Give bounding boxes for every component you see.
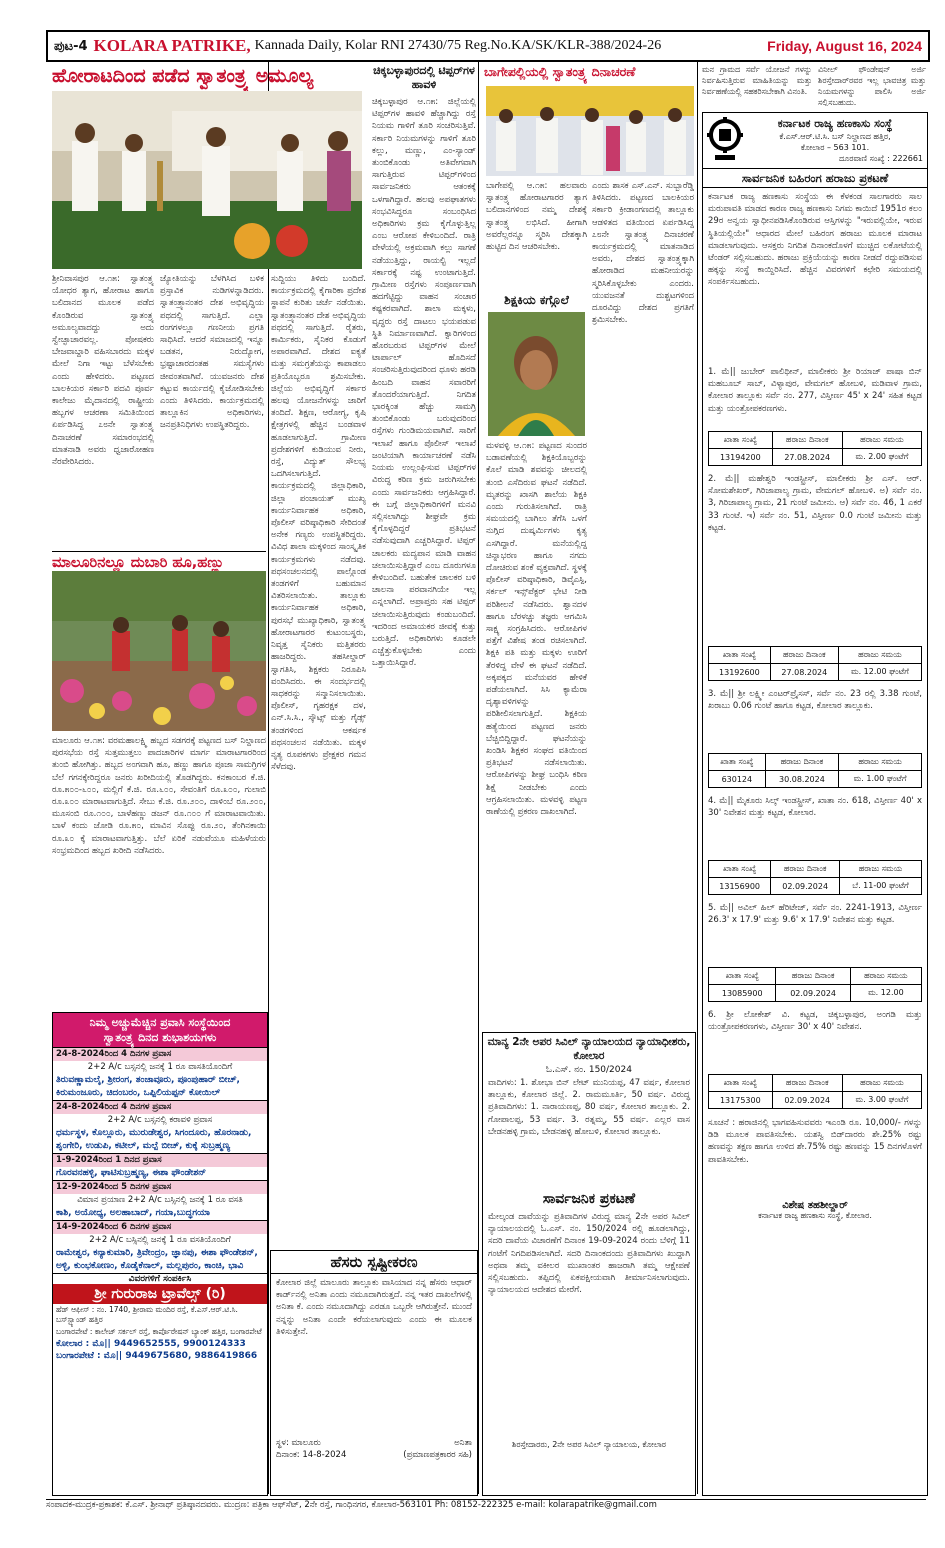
auction-table-cell: ಮ. 12.00 ಘಂಟೆಗೆ: [838, 664, 921, 681]
tour-ad-title2: ಸ್ವಾತಂತ್ರ್ಯ ದಿನದ ಶುಭಾಶಯಗಳು: [103, 1031, 217, 1044]
public-notice-title: ಸಾರ್ವಜನಿಕ ಪ್ರಕಟಣೆ: [542, 1191, 636, 1207]
name-clarification-footer-row2: [271, 1448, 477, 1462]
auction-phone: ದೂರವಾಣಿ ಸಂಖ್ಯೆ : 222661: [838, 154, 923, 163]
auction-table-cell: ಮ. 1.00 ಘಂಟೆಗೆ: [839, 771, 922, 788]
ceremony-photo: [52, 91, 362, 269]
auction-table-cell: 630124: [709, 771, 766, 788]
court-notice: [482, 1032, 696, 1496]
tour-trip-info: 2+2 A/c ಬಸ್ಸಿನಲ್ಲಿ ಜನಕ್ಕೆ 1 ರೂ ವಸತಿಯೊಂದಿಗೆ: [89, 1235, 231, 1245]
court-title: ಮಾನ್ಯ 2ನೇ ಅಪರ ಸಿವಿಲ್ ನ್ಯಾಯಾಲಯದ ನ್ಯಾಯಾಧೀಶರು, ಕೋಲಾರ: [487, 1036, 691, 1062]
auction-item-text: 3. ಮೆ|| ಶ್ರೀ ಲಕ್ಷ್ಮೀ ಎಂಟರ್‌ಪ್ರೈಸಸ್, ಸರ್ವೆ ನಂ. 23 ರಲ್ಲಿ 3.38 ಗುಂಟೆ, ಖರಾಬು 0.06 ಗುಂಟೆ ಹಾಗೂ ಕಟ್ಟಡ, ಕೋಲಾರ ತಾಲ್ಲೂಕು.: [708, 689, 922, 712]
auction-table-header: ಹರಾಜು ದಿನಾಂಕ: [771, 861, 840, 878]
auction-item: [703, 364, 927, 471]
auction-table-header: ಹರಾಜು ದಿನಾಂಕ: [772, 1075, 842, 1092]
ksfc-logo-icon: [707, 117, 743, 161]
auction-table-header: ಖಾತಾ ಸಂಖ್ಯೆ: [709, 968, 776, 985]
auction-table-header: ಹರಾಜು ದಿನಾಂಕ: [765, 754, 838, 771]
auction-table-header: ಹರಾಜು ದಿನಾಂಕ: [772, 432, 842, 449]
auction-table-header: ಹರಾಜು ದಿನಾಂಕ: [770, 647, 838, 664]
auction-item: [703, 900, 927, 1007]
tour-trip: [53, 1180, 267, 1220]
column-rule: [478, 62, 479, 1494]
auction-address1: ಕೆ.ಎಸ್.ಆರ್.ಟಿ.ಸಿ. ಬಸ್ ನಿಲ್ದಾಣದ ಹತ್ತಿರ,: [779, 132, 891, 141]
tour-trip-date: 12-9-2024ರಿಂದ 5 ದಿನಗಳ ಪ್ರವಾಸ: [53, 1181, 267, 1194]
auction-item-list: [703, 364, 927, 1114]
story6-photo: [488, 312, 585, 436]
tour-company-name: ಶ್ರೀ ಗುರುರಾಜ ಟ್ರಾವೆಲ್ಸ್ (ರಿ): [53, 1284, 267, 1304]
tour-address-head: ಹೆಡ್ ಆಫೀಸ್ : ನಂ. 1740, ಶ್ರೀರಾಮ ಮಂದಿರ ರಸ್ತೆ, ಕೆ.ಎಸ್.ಆರ್.ಟಿ.ಸಿ. ಬಸ್‌ಸ್ಟ್ಯಾಂಡ್ ಹತ್ತಿರ: [56, 1305, 238, 1324]
auction-table-cell: 02.09.2024: [771, 878, 840, 895]
name-clarification-notice: [270, 1250, 478, 1496]
story2-text: ಮಾಲೂರು ಆ.೧೫: ವರಮಹಾಲಕ್ಷ್ಮಿ ಹಬ್ಬದ ಸಡಗರಕ್ಕೆ ಪಟ್ಟಣದ ಬಸ್ ನಿಲ್ದಾಣದ ಪುರಸಭೆಯ ರಸ್ತೆ ಸುತ್ತಮುತ್ತಲು ಪಾದಚಾರಿಗಳ ಮಾರ್ಗ ಮಾರಾಟಗಾರರಿಂದ ತುಂಬಿ ಹೋಗಿತ್ತು. ಹಬ್ಬದ ಅಂಗವಾಗಿ ಹೂ, ಹಣ್ಣು ಹಾಗೂ ಪೂಜಾ ಸಾಮಗ್ರಿಗಳ ಬೆಲೆ ಗಗನಕ್ಕೇರಿದ್ದರೂ ಜನರು ಖರೀದಿಯಲ್ಲಿ ತೊಡಗಿದ್ದರು. ಕನಕಾಂಬರ ಕೆ.ಜಿ. ರೂ.೫೦೦-೬೦೦, ಮಲ್ಲಿಗೆ ಕೆ.ಜಿ. ರೂ.೬೦೦, ಸೇವಂತಿಗೆ ರೂ.೩೦೦, ಗುಲಾಬಿ ರೂ.೩೦೦ ಮಾರಾಟವಾಗುತ್ತಿದೆ. ಸೇಬು ಕೆ.ಜಿ. ರೂ.೨೦೦, ದಾಳಿಂಬೆ ರೂ.೨೦೦, ಮೂಸಂಬಿ ರೂ.೧೦೦, ಬಾಳೆಹಣ್ಣು ಡಜನ್ ರೂ.೧೦೦ ಗೆ ಮಾರಾಟವಾಯಿತು. ಬಾಳೆ ಕಂದು ಜೋಡಿ ರೂ.೫೦, ಮಾವಿನ ಸೊಪ್ಪು ರೂ.೨೦, ತೆಂಗಿನಕಾಯಿ ರೂ.೩೦ ಕ್ಕೆ ಮಾರಾಟವಾಗುತ್ತಿತ್ತು. ಬೆಲೆ ಏರಿಕೆ ನಡುವೆಯೂ ಮಹಿಳೆಯರು ಸಂಭ್ರಮದಿಂದ ಹಬ್ಬದ ಖರೀದಿ ನಡೆಸಿದರು.: [52, 736, 266, 856]
auction-table-header: ಹರಾಜು ಸಮಯ: [842, 1075, 921, 1092]
name-clarification-title: ಹೆಸರು ಸ್ಪಷ್ಟೀಕರಣ: [271, 1251, 477, 1274]
tour-trip-info: ವಿಮಾನ ಪ್ರಯಾಣ 2+2 A/c ಬಸ್ಸಿನಲ್ಲಿ ಜನಕ್ಕೆ 1 ರೂ ವಸತಿ: [77, 1195, 243, 1205]
auction-table-cell: 02.09.2024: [772, 1092, 842, 1109]
tour-trip-places: ತಿರುವಣ್ಣಾಮಲೈ, ಶ್ರೀರಂಗ, ತಂಜಾವೂರು, ಪೂಂಪುಹಾರ್ ಬೀಚ್, ಕಿರುಮಂಜೂರು, ಚಿದಂಬರಂ, ಒಪ್ಪಿಲಿಯಪ್ಪನ್ ಕೋಯಿಲ್: [56, 1075, 240, 1098]
auction-item: [703, 686, 927, 793]
tour-ad-title1: ನಿಮ್ಮ ಅಚ್ಚುಮೆಚ್ಚಿನ ಪ್ರವಾಸಿ ಸಂಸ್ಥೆಯಿಂದ: [89, 1016, 231, 1029]
story2-headline: ಮಾಲೂರಿನಲ್ಲೂ ದುಬಾರಿ ಹೂ,ಹಣ್ಣು: [52, 551, 266, 572]
auction-table-cell: ಬೆ. 11-00 ಘಂಟೆಗೆ: [839, 878, 921, 895]
auction-table-header: ಖಾತಾ ಸಂಖ್ಯೆ: [709, 861, 771, 878]
name-clarification-name: ಅನಿತಾ: [454, 1438, 472, 1448]
tour-trip-places: ಧರ್ಮಸ್ಥಳ, ಕೊಲ್ಲೂರು, ಮುರುಡೇಶ್ವರ, ಸಿಗಂದೂರು, ಹೊರನಾಡು, ಶೃಂಗೇರಿ, ಉಡುಪಿ, ಕಟೀಲ್, ಮಲ್ಪೆ ಬೀಚ್, ಕುಕ್ಕೆ ಸುಬ್ರಹ್ಮಣ್ಯ: [56, 1128, 252, 1151]
story2-photo: [52, 571, 266, 731]
auction-notice: [702, 112, 928, 1496]
auction-note: ಸೂಚನೆ : ಹರಾಜಿನಲ್ಲಿ ಭಾಗವಹಿಸುವವರು ಇಎಂಡಿ ರೂ. 10,000/- ಗಳನ್ನು ಡಿಡಿ ಮೂಲಕ ಪಾವತಿಸಬೇಕು. ಯಶಸ್ವಿ ಬಿಡ್‌ದಾರರು ಶೇ.25% ರಷ್ಟು ಹಣವನ್ನು ತಕ್ಷಣ ಹಾಗೂ ಉಳಿದ ಶೇ.75% ರಷ್ಟು ಹಣವನ್ನು 15 ದಿನಗಳೊಳಗೆ ಪಾವತಿಸಬೇಕು.: [708, 1118, 922, 1165]
auction-item-text: 1. ಮೆ|| ಜುಬೇರ್ ಪಾಲಿಥೀನ್, ಮಾಲೀಕರು ಶ್ರೀ ರಿಯಾಜ್ ಪಾಷಾ ಬಿನ್ ಮಹಬೂಬ್ ಸಾಬ್, ವಿಳ್ಯಾಪುರ, ವೇಮಗಲ್ ಹೋಬಳಿ, ಮಡಿವಾಳ ಗ್ರಾಮ, ಕೋಲಾರ ತಾಲ್ಲೂಕು ಸರ್ವೆ ನಂ. 277, ವಿಸ್ತೀರ್ಣ 45' x 24' ಸಹಿತ ಕಟ್ಟಡ ಮತ್ತು ಯಂತ್ರೋಪಕರಣಗಳು.: [708, 367, 922, 414]
auction-item-table: [708, 860, 922, 895]
story1-photo: [52, 91, 362, 269]
stage-photo: [486, 86, 694, 176]
auction-item-table: [708, 753, 922, 788]
story5-headline: ಬಾಗೇಪಲ್ಲಿಯಲ್ಲಿ ಸ್ವಾತಂತ್ರ್ಯ ದಿನಾಚರಣೆ: [484, 64, 636, 79]
auction-table-cell: 13192600: [709, 664, 771, 681]
story1-text-col1: ಶ್ರೀನಿವಾಸಪುರ ಆ.೧೫: ಸ್ವಾತಂತ್ರ್ಯ ಯೋಧರ ತ್ಯಾಗ, ಹೋರಾಟ ಹಾಗೂ ಬಲಿದಾನದ ಮೂಲಕ ಪಡೆದ ಕೊಂಡಿರುವ ಸ್ವಾತಂತ್ರ್ಯ ಅಮೂಲ್ಯವಾದದ್ದು ಅದು ಸ್ವೇಚ್ಛಾಚಾರವಲ್ಲ. ಪೋಷಕರು ಬೇಜವಾಬ್ದಾರಿ ವಹಿಸಬಾರದು ಮಕ್ಕಳ ಮೇಲೆ ನಿಗಾ ಇಟ್ಟು ಬೆಳೆಸಬೇಕು ಎಂದು ಹೇಳಿದರು. ಪಟ್ಟಣದ ಬಾಲಕಿಯರ ಸರ್ಕಾರಿ ಪದವಿ ಪೂರ್ವ ಕಾಲೇಜು ಮೈದಾನದಲ್ಲಿ ರಾಷ್ಟ್ರೀಯ ಹಬ್ಬಗಳ ಆಚರಣಾ ಸಮಿತಿಯಿಂದ ಏರ್ಪಡಿಸಿದ್ದ ೭೮ನೇ ಸ್ವಾತಂತ್ರ್ಯ ದಿನಾಚರಣೆ ಸಮಾರಂಭದಲ್ಲಿ ಮಾತನಾಡಿ ಅವರು ಧ್ವಜಾರೋಹಣ ನೆರವೇರಿಸಿದರು.: [52, 274, 154, 468]
auction-header: [703, 113, 927, 168]
tour-trip-places: ಕಾಶಿ, ಅಯೋಧ್ಯ, ಅಲಹಾಬಾದ್, ಗಯಾ,ಬುದ್ಧಗಯಾ: [56, 1208, 210, 1218]
name-clarification-text: ಕೋಲಾರ ಜಿಲ್ಲೆ ಮಾಲೂರು ತಾಲ್ಲೂಕು ವಾಸಿಯಾದ ನನ್ನ ಹೆಸರು ಆಧಾರ್ ಕಾರ್ಡ್‌ನಲ್ಲಿ ಅನಿತಾ ಎಂದು ನಮೂದಾಗಿರುತ್ತದೆ. ನನ್ನ ಇತರ ದಾಖಲೆಗಳಲ್ಲಿ ಅನಿತಾ ಕೆ. ಎಂದು ನಮೂದಾಗಿದ್ದು ಎರಡೂ ಒಬ್ಬರೇ ಆಗಿರುತ್ತೇನೆ. ಮುಂದೆ ನನ್ನನ್ನು ಅನಿತಾ ಎಂದೇ ಕರೆಯಲಾಗುವುದು ಎಂದು ಈ ಮೂಲಕ ತಿಳಿಸುತ್ತೇನೆ.: [276, 1278, 472, 1337]
auction-officer: ವಿಶೇಷ ತಹಶೀಲ್ದಾರ್: [782, 1200, 848, 1211]
story5-text-col1: ಬಾಗೇಪಲ್ಲಿ ಆ.೧೫: ಹಲವಾರು ಸ್ವಾತಂತ್ರ್ಯ ಹೋರಾಟಗಾರರ ತ್ಯಾಗ ಬಲಿದಾನಗಳಿಂದ ನಮ್ಮ ದೇಶಕ್ಕೆ ಸ್ವಾತಂತ್ರ್ಯ ಲಭಿಸಿದೆ. ಹೀಗಾಗಿ ಅವರೆಲ್ಲರನ್ನೂ ಸ್ಮರಿಸಿ ದೇಶಕ್ಕಾಗಿ ಹುಟ್ಟಿದ ದಿನ ಆಚರಿಸಬೇಕು.: [486, 181, 587, 253]
auction-table-cell: 27.08.2024: [772, 449, 842, 466]
page-number: ಪುಟ-4: [54, 38, 88, 54]
column-rule: [268, 62, 269, 1494]
story5-text-col2: ಎಂದು ಶಾಸಕ ಎಸ್.ಎನ್. ಸುಬ್ಬಾರೆಡ್ಡಿ ತಿಳಿಸಿದರು. ಪಟ್ಟಣದ ಬಾಲಕಿಯರ ಸರ್ಕಾರಿ ಕ್ರೀಡಾಂಗಣದಲ್ಲಿ ತಾಲ್ಲೂಕು ಆಡಳಿತದ ವತಿಯಿಂದ ಏರ್ಪಡಿಸಿದ್ದ ೭೮ನೇ ಸ್ವಾತಂತ್ರ್ಯ ದಿನಾಚರಣೆ ಕಾರ್ಯಕ್ರಮದಲ್ಲಿ ಮಾತನಾಡಿದ ಅವರು, ದೇಶದ ಸ್ವಾತಂತ್ರ್ಯಕ್ಕಾಗಿ ಹೋರಾಡಿದ ಮಹನೀಯರನ್ನು ಸ್ಮರಿಸಿಕೊಳ್ಳಬೇಕು ಎಂದರು. ಯುವಜನತೆ ದುಶ್ಚಟಗಳಿಂದ ದೂರವಿದ್ದು ದೇಶದ ಪ್ರಗತಿಗೆ ಶ್ರಮಿಸಬೇಕು.: [592, 181, 694, 326]
paper-name: KOLARA PATRIKE,: [93, 36, 251, 55]
auction-table-header: ಖಾತಾ ಸಂಖ್ಯೆ: [709, 754, 766, 771]
issue-date: Friday, August 16, 2024: [767, 38, 922, 54]
auction-table-cell: 13085900: [709, 985, 776, 1002]
court-case-number: ಓ.ಎಸ್. ನಂ. 150/2024: [546, 1065, 632, 1075]
tour-trip-date: 14-9-2024ರಿಂದ 6 ದಿನಗಳ ಪ್ರವಾಸ: [53, 1221, 267, 1234]
tour-trip-places: ಗೊರವನಹಳ್ಳಿ, ಘಾಟಿಸುಬ್ರಹ್ಮಣ್ಯ, ಈಶಾ ಫೌಂಡೇಶನ್: [56, 1168, 207, 1178]
auction-table-cell: 02.09.2024: [776, 985, 850, 1002]
tour-trip: [53, 1100, 267, 1153]
story6-headline: ಶಿಕ್ಷಕಿಯ ಕಗ್ಗೊಲೆ: [504, 293, 569, 307]
auction-item: [703, 471, 927, 686]
auction-item: [703, 1007, 927, 1114]
auction-table-header: ಹರಾಜು ಸಮಯ: [839, 754, 922, 771]
column-rule: [697, 62, 698, 1494]
auction-address2: ಕೋಲಾರ – 563 101.: [800, 143, 870, 152]
auction-item-table: [708, 1074, 922, 1109]
paper-details: Kannada Daily, Kolar RNI 27430/75 Reg.No.KA/SK/KLR-388/2024-26: [254, 38, 662, 53]
tour-trip: [53, 1153, 267, 1180]
story4-text: ಚಿಕ್ಕಬಳ್ಳಾಪುರ ಆ.೧೫: ಜಿಲ್ಲೆಯಲ್ಲಿ ಟಿಪ್ಪರ್‌ಗಳ ಹಾವಳಿ ಹೆಚ್ಚಾಗಿದ್ದು ರಸ್ತೆ ನಿಯಮ ಗಾಳಿಗೆ ತೂರಿ ಸಂಚರಿಸುತ್ತಿವೆ. ಸರ್ಕಾರಿ ನಿಯಮಗಳನ್ನು ಗಾಳಿಗೆ ತೂರಿ ಕಲ್ಲು, ಮಣ್ಣು, ಎಂ-ಸ್ಯಾಂಡ್ ತುಂಬಿಕೊಂಡು ಅತಿವೇಗವಾಗಿ ಸಾಗುತ್ತಿರುವ ಟಿಪ್ಪರ್‌ಗಳಿಂದ ಸಾರ್ವಜನಿಕರು ಆತಂಕಕ್ಕೆ ಒಳಗಾಗಿದ್ದಾರೆ. ಹಲವು ಅಪಘಾತಗಳು ಸಂಭವಿಸಿದ್ದರೂ ಸಂಬಂಧಿಸಿದ ಅಧಿಕಾರಿಗಳು ಕ್ರಮ ಕೈಗೊಳ್ಳುತ್ತಿಲ್ಲ ಎಂಬ ಆರೋಪ ಕೇಳಿಬಂದಿದೆ. ರಾತ್ರಿ ವೇಳೆಯಲ್ಲಿ ಅಕ್ರಮವಾಗಿ ಕಲ್ಲು ಸಾಗಣೆ ನಡೆಯುತ್ತಿದ್ದು, ರಾಯಲ್ಟಿ ಇಲ್ಲದೆ ಸರ್ಕಾರಕ್ಕೆ ನಷ್ಟ ಉಂಟಾಗುತ್ತಿದೆ. ಗ್ರಾಮೀಣ ರಸ್ತೆಗಳು ಸಂಪೂರ್ಣವಾಗಿ ಹದಗೆಟ್ಟಿದ್ದು ವಾಹನ ಸಂಚಾರ ಕಷ್ಟಕರವಾಗಿದೆ. ಶಾಲಾ ಮಕ್ಕಳು, ವೃದ್ಧರು ರಸ್ತೆ ದಾಟಲು ಭಯಪಡುವ ಸ್ಥಿತಿ ನಿರ್ಮಾಣವಾಗಿದೆ. ಕ್ವಾರಿಗಳಿಂದ ಹೊರಬರುವ ಟಿಪ್ಪರ್‌ಗಳ ಮೇಲೆ ಟಾರ್ಪಾಲ್ ಹೊದಿಸದೆ ಸಂಚರಿಸುತ್ತಿರುವುದರಿಂದ ಧೂಳು ಹರಡಿ ಹಿಂಬದಿ ವಾಹನ ಸವಾರರಿಗೆ ತೊಂದರೆಯಾಗುತ್ತಿದೆ. ನಿಗದಿತ ಭಾರಕ್ಕಿಂತ ಹೆಚ್ಚು ಸಾಮಗ್ರಿ ತುಂಬಿಕೊಂಡು ಬರುವುದರಿಂದ ರಸ್ತೆಗಳು ಗುಂಡಿಮಯವಾಗಿವೆ. ಸಾರಿಗೆ ಇಲಾಖೆ ಹಾಗೂ ಪೊಲೀಸ್ ಇಲಾಖೆ ಜಂಟಿಯಾಗಿ ಕಾರ್ಯಾಚರಣೆ ನಡೆಸಿ ನಿಯಮ ಉಲ್ಲಂಘಿಸುವ ಟಿಪ್ಪರ್‌ಗಳ ವಿರುದ್ಧ ಕಠಿಣ ಕ್ರಮ ಜರುಗಿಸಬೇಕು ಎಂದು ಸಾರ್ವಜನಿಕರು ಆಗ್ರಹಿಸಿದ್ದಾರೆ. ಈ ಬಗ್ಗೆ ಜಿಲ್ಲಾಧಿಕಾರಿಗಳಿಗೆ ಮನವಿ ಸಲ್ಲಿಸಲಾಗಿದ್ದು ಶೀಘ್ರವೇ ಕ್ರಮ ಕೈಗೊಳ್ಳದಿದ್ದರೆ ಪ್ರತಿಭಟನೆ ನಡೆಸುವುದಾಗಿ ಎಚ್ಚರಿಸಿದ್ದಾರೆ. ಟಿಪ್ಪರ್ ಚಾಲಕರು ಮದ್ಯಪಾನ ಮಾಡಿ ವಾಹನ ಚಲಾಯಿಸುತ್ತಿದ್ದಾರೆ ಎಂಬ ದೂರುಗಳೂ ಕೇಳಿಬಂದಿವೆ. ಬಹುತೇಕ ಚಾಲಕರ ಬಳಿ ಚಾಲನಾ ಪರವಾನಗಿಯೇ ಇಲ್ಲ ಎನ್ನಲಾಗಿದೆ. ಅಪ್ರಾಪ್ತರು ಸಹ ಟಿಪ್ಪರ್ ಚಲಾಯಿಸುತ್ತಿರುವುದು ಕಂಡುಬಂದಿದೆ. ಇದರಿಂದ ಅಮಾಯಕರ ಜೀವಕ್ಕೆ ಕುತ್ತು ಬರುತ್ತಿದೆ. ಅಧಿಕಾರಿಗಳು ಕೂಡಲೇ ಎಚ್ಚೆತ್ತುಕೊಳ್ಳಬೇಕು ಎಂದು ಒತ್ತಾಯಿಸಿದ್ದಾರೆ.: [372, 97, 476, 669]
tour-trip: [53, 1047, 267, 1100]
tour-contact-label: ವಿವರಗಳಿಗೆ ಸಂಪರ್ಕಿಸಿ: [53, 1273, 267, 1284]
auction-table-header: ಹರಾಜು ಸಮಯ: [850, 968, 921, 985]
name-clarification-footer-row1: [271, 1438, 477, 1448]
auction-table-header: ಖಾತಾ ಸಂಖ್ಯೆ: [709, 432, 773, 449]
auction-item-table: [708, 967, 922, 1002]
tour-trip-places: ರಾಮೇಶ್ವರ, ಕನ್ಯಾಕುಮಾರಿ, ತ್ರಿವೇಂದ್ರಂ, ಜ್ಞಾನಪು, ಈಶಾ ಫೌಂಡೇಶನ್, ಅಳ್ಳಿ, ಕುಂಭಕೋಣಂ, ಕೊಡೈಕೆನಾಲ್, ಮಲ್ಲಪುರಂ, ಕಾಂಚಿ, ಭಾವಿ: [56, 1248, 258, 1271]
name-clarification-place: ಸ್ಥಳ: ಮಾಲೂರು: [276, 1438, 321, 1448]
name-clarification-role: (ಪ್ರಮಾಣಪತ್ರಕಾರರ ಸಹಿ): [403, 1450, 472, 1460]
auction-table-cell: 13175300: [709, 1092, 773, 1109]
auction-table-cell: ಮ. 12.00: [850, 985, 921, 1002]
auction-officer-place: ಕರ್ನಾಟಕ ರಾಜ್ಯ ಹಣಕಾಸು ಸಂಸ್ಥೆ, ಕೋಲಾರ.: [758, 1211, 872, 1220]
auction-org-name: ಕರ್ನಾಟಕ ರಾಜ್ಯ ಹಣಕಾಸು ಸಂಸ್ಥೆ: [777, 117, 893, 130]
story6-text-col2: [592, 686, 694, 1022]
auction-table-cell: ಮ. 3.00 ಘಂಟೆಗೆ: [842, 1092, 921, 1109]
tour-phone-bangarpet: ಬಂಗಾರಪೇಟೆ : ಮೊ|| 9449675680, 9886419866: [56, 1351, 258, 1361]
auction-table-cell: 30.08.2024: [765, 771, 838, 788]
tour-trip-date: 24-8-2024ರಿಂದ 4 ದಿನಗಳ ಪ್ರವಾಸ: [53, 1101, 267, 1114]
portrait-photo: [488, 312, 585, 436]
story6-text: ಮಳವಳ್ಳಿ ಆ.೧೫: ಪಟ್ಟಣದ ಸುಂದರ ಬಡಾವಣೆಯಲ್ಲಿ ಶಿಕ್ಷಕಿಯೊಬ್ಬರನ್ನು ಕೊಲೆ ಮಾಡಿ ಶವವನ್ನು ಚೀಲದಲ್ಲಿ ತುಂಬಿ ಎಸೆದಿರುವ ಘಟನೆ ನಡೆದಿದೆ. ಮೃತರನ್ನು ಖಾಸಗಿ ಶಾಲೆಯ ಶಿಕ್ಷಕಿ ಎಂದು ಗುರುತಿಸಲಾಗಿದೆ. ರಾತ್ರಿ ಸಮಯದಲ್ಲಿ ಬಾಗಿಲು ತೆಗೆಸಿ ಒಳಗೆ ನುಗ್ಗಿದ ದುಷ್ಕರ್ಮಿಗಳು ಕೃತ್ಯ ಎಸಗಿದ್ದಾರೆ. ಮನೆಯಲ್ಲಿದ್ದ ಚಿನ್ನಾಭರಣ ಹಾಗೂ ನಗದು ದೋಚಿರುವ ಶಂಕೆ ವ್ಯಕ್ತವಾಗಿದೆ. ಸ್ಥಳಕ್ಕೆ ಪೊಲೀಸ್ ವರಿಷ್ಠಾಧಿಕಾರಿ, ಡಿವೈಎಸ್ಪಿ, ಸರ್ಕಲ್ ಇನ್ಸ್‌ಪೆಕ್ಟರ್ ಭೇಟಿ ನೀಡಿ ಪರಿಶೀಲನೆ ನಡೆಸಿದರು. ಶ್ವಾನದಳ ಹಾಗೂ ಬೆರಳಚ್ಚು ತಜ್ಞರು ಆಗಮಿಸಿ ಸಾಕ್ಷ್ಯ ಸಂಗ್ರಹಿಸಿದರು. ಆರೋಪಿಗಳ ಪತ್ತೆಗೆ ವಿಶೇಷ ತಂಡ ರಚಿಸಲಾಗಿದೆ. ಶಿಕ್ಷಕಿ ಪತಿ ಮತ್ತು ಮಕ್ಕಳು ಊರಿಗೆ ತೆರಳಿದ್ದ ವೇಳೆ ಈ ಘಟನೆ ನಡೆದಿದೆ. ಅಕ್ಕಪಕ್ಕದ ಮನೆಯವರ ಹೇಳಿಕೆ ಪಡೆಯಲಾಗಿದೆ. ಸಿಸಿ ಕ್ಯಾಮೆರಾ ದೃಶ್ಯಾವಳಿಗಳನ್ನು ಪರಿಶೀಲಿಸಲಾಗುತ್ತಿದೆ. ಶಿಕ್ಷಕಿಯ ಹತ್ಯೆಯಿಂದ ಪಟ್ಟಣದ ಜನರು ಬೆಚ್ಚಿಬಿದ್ದಿದ್ದಾರೆ. ಘಟನೆಯನ್ನು ಖಂಡಿಸಿ ಶಿಕ್ಷಕರ ಸಂಘದ ವತಿಯಿಂದ ಪ್ರತಿಭಟನೆ ನಡೆಸಲಾಯಿತು. ಆರೋಪಿಗಳನ್ನು ಶೀಘ್ರ ಬಂಧಿಸಿ ಕಠಿಣ ಶಿಕ್ಷೆ ನೀಡಬೇಕು ಎಂದು ಆಗ್ರಹಿಸಲಾಯಿತು. ಮಳವಳ್ಳಿ ಪಟ್ಟಣ ಠಾಣೆಯಲ್ಲಿ ಪ್ರಕರಣ ದಾಖಲಾಗಿದೆ.: [486, 441, 587, 818]
auction-table-header: ಹರಾಜು ಸಮಯ: [838, 647, 921, 664]
footer-imprint: ಸಂಪಾದಕ-ಮುದ್ರಕ-ಪ್ರಕಾಶಕ: ಕೆ.ಎಸ್. ಶ್ರೀನಾಥ್ ಪ್ರತಿಷ್ಠಾನದವರು. ಮುದ್ರಣ: ಪತ್ರಿಕಾ ಆಫ್‌ಸೆಟ್, 2ನೇ ರಸ್ತೆ, ಗಾಂಧಿನಗರ, ಕೋಲಾರ-563101 Ph: 08152-222325 e-mail: kolarapatrike@gmail.com: [46, 1499, 926, 1516]
market-photo: [52, 571, 266, 731]
tour-address-branch: ಬಂಗಾರಪೇಟೆ : ಕಾಲೇಜ್ ಸರ್ಕಲ್ ರಸ್ತೆ, ಕಾರ್ಪೊರೇಷನ್ ಬ್ಯಾಂಕ್ ಹತ್ತಿರ, ಬಂಗಾರಪೇಟೆ: [56, 1327, 262, 1336]
court-parties: ವಾದಿಗಳು: 1. ಶೋಭಾ ಬಿನ್ ಲೇಟ್ ಮುನಿಯಪ್ಪ, 47 ವರ್ಷ, ಕೋಲಾರ ತಾಲ್ಲೂಕು, ಕೋಲಾರ ಜಿಲ್ಲೆ. 2. ರಾಮಮೂರ್ತಿ, 50 ವರ್ಷ. ವಿರುದ್ಧ ಪ್ರತಿವಾದಿಗಳು: 1. ನಾರಾಯಣಪ್ಪ, 80 ವರ್ಷ, ಕೋಲಾರ ತಾಲ್ಲೂಕು. 2. ಗೋಪಾಲಪ್ಪ, 53 ವರ್ಷ. 3. ರತ್ನಮ್ಮ, 55 ವರ್ಷ. ಎಲ್ಲರ ವಾಸ ಬೇಡನಹಳ್ಳಿ ಗ್ರಾಮ, ಬೇಡನಹಳ್ಳಿ ಹೋಬಳಿ, ಕೋಲಾರ ತಾಲ್ಲೂಕು.: [488, 1078, 690, 1137]
auction-item: [703, 793, 927, 900]
story5-photo: [486, 86, 694, 176]
top-right-blurb-a: ಮನ ಗ್ರಾಮದ ಸರ್ವೆ ಯೋಜನೆ ಗಳನ್ನು ನಿರ್ವಹಿಸುತ್ತಿರುವ ಮಾಹಿತಿಯನ್ನು ಮತ್ತು ನಿರ್ವಹಣೆಯಲ್ಲಿ ಸಹಕರಿಸಬೇಕಾಗಿ ವಿನಂತಿ.: [702, 65, 812, 96]
auction-item-table: [708, 431, 922, 466]
auction-table-cell: 27.08.2024: [770, 664, 838, 681]
auction-table-cell: 13156900: [709, 878, 771, 895]
top-right-blurb-b: ವಿನೀಲ್ ಫೌಂಡೇಷನ್ ಅರ್ಜಿ ಶಿರಸ್ತೇದಾರ್‌ರವರ ಇಲ್ಲ ಭಾವಚಿತ್ರ ಮತ್ತು ನಿಯಮಗಳನ್ನು ಪಾಲಿಸಿ ಅರ್ಜಿ ಸಲ್ಲಿಸಬಹುದು.: [818, 65, 926, 106]
auction-intro: ಕರ್ನಾಟಕ ರಾಜ್ಯ ಹಣಕಾಸು ಸಂಸ್ಥೆಯ ಈ ಕೆಳಕಂಡ ಸಾಲಗಾರರು ಸಾಲ ಮರುಪಾವತಿ ಮಾಡದ ಕಾರಣ ರಾಜ್ಯ ಹಣಕಾಸು ನಿಗಮ ಕಾಯಿದೆ 1951ರ ಕಲಂ 29ರ ಅನ್ವಯ ಸ್ವಾಧೀನಪಡಿಸಿಕೊಂಡಿರುವ ಆಸ್ತಿಗಳನ್ನು "ಇರುವಲ್ಲಿಯೇ, ಇರುವ ಸ್ಥಿತಿಯಲ್ಲಿಯೇ" ಆಧಾರದ ಮೇಲೆ ಬಹಿರಂಗ ಹರಾಜು ಮೂಲಕ ಮಾರಾಟ ಮಾಡಲಾಗುವುದು. ಆಸಕ್ತರು ನಿಗದಿತ ದಿನಾಂಕದೊಳಗೆ ಮುಚ್ಚಿದ ಲಕೋಟೆಯಲ್ಲಿ ಟೆಂಡರ್ ಸಲ್ಲಿಸಬಹುದು. ಹರಾಜು ಪ್ರಕ್ರಿಯೆಯನ್ನು ಕಾರಣ ನೀಡದೆ ರದ್ದುಪಡಿಸುವ ಹಕ್ಕನ್ನು ಸಂಸ್ಥೆ ಕಾಯ್ದಿರಿಸಿದೆ. ಹೆಚ್ಚಿನ ವಿವರಗಳಿಗೆ ಕಛೇರಿ ಸಮಯದಲ್ಲಿ ಸಂಪರ್ಕಿಸಬಹುದು.: [708, 192, 922, 288]
auction-item-text: 6. ಶ್ರೀ ಲೋಕೇಶ್ ವಿ. ಕಟ್ಟಡ, ಚಿಕ್ಕಬಳ್ಳಾಪುರ, ಅಂಗಡಿ ಮತ್ತು ಯಂತ್ರೋಪಕರಣಗಳು, ವಿಸ್ತೀರ್ಣ 30' x 40' ನಿವೇಶನ.: [708, 1010, 922, 1033]
tour-trip: [53, 1220, 267, 1273]
tour-trip-info: 2+2 A/c ಬಸ್ಸನಲ್ಲಿ ಜನಕ್ಕೆ 1 ರೂ ವಾಸತಿಯೊಂದಿಗೆ: [87, 1062, 233, 1072]
masthead: [46, 30, 930, 62]
auction-item-text: 4. ಮೆ|| ಮೈಕೂರು ಸಿಲ್ಕ್ ಇಂಡಸ್ಟ್ರೀಸ್, ಖಾತಾ ನಂ. 618, ವಿಸ್ತೀರ್ಣ 40' x 30' ನಿವೇಶನ ಮತ್ತು ಕಟ್ಟಡ, ಕೋಲಾರ.: [708, 796, 922, 819]
auction-title: ಸಾರ್ವಜನಿಕ ಬಹಿರಂಗ ಹರಾಜು ಪ್ರಕಟಣೆ: [703, 168, 927, 188]
public-notice-text: ಮೇಲ್ಕಂಡ ದಾವೆಯನ್ನು ಪ್ರತಿವಾದಿಗಳ ವಿರುದ್ಧ ಮಾನ್ಯ 2ನೇ ಅಪರ ಸಿವಿಲ್ ನ್ಯಾಯಾಲಯದಲ್ಲಿ ಓ.ಎಸ್. ನಂ. 150/2024 ರಲ್ಲಿ ಹೂಡಲಾಗಿದ್ದು, ಸದರಿ ದಾವೆಯ ವಿಚಾರಣೆಗೆ ದಿನಾಂಕ 19-09-2024 ರಂದು ಬೆಳಿಗ್ಗೆ 11 ಗಂಟೆಗೆ ನಿಗದಿಪಡಿಸಲಾಗಿದೆ. ಸದರಿ ದಿನಾಂಕದಂದು ಪ್ರತಿವಾದಿಗಳು ಖುದ್ದಾಗಿ ಅಥವಾ ತಮ್ಮ ವಕೀಲರ ಮುಖಾಂತರ ಹಾಜರಾಗಿ ತಮ್ಮ ಆಕ್ಷೇಪಣೆ ಸಲ್ಲಿಸಬಹುದು. ತಪ್ಪಿದಲ್ಲಿ ಏಕಪಕ್ಷೀಯವಾಗಿ ತೀರ್ಮಾನಿಸಲಾಗುವುದು. ನ್ಯಾಯಾಲಯದ ಆದೇಶದ ಮೇರೆಗೆ.: [488, 1212, 690, 1296]
auction-table-cell: ಮ. 2.00 ಘಂಟೆಗೆ: [842, 449, 921, 466]
auction-item-table: [708, 646, 922, 681]
auction-item-text: 5. ಮೆ|| ಅವಿಲ್ ಹಿಲ್ ಹೆರಿಟೇಜ್, ಸರ್ವೆ ನಂ. 2241-1913, ವಿಸ್ತೀರ್ಣ 26.3' x 17.9' ಮತ್ತು 9.6' x 17.9' ನಿವೇಶನ ಮತ್ತು ಕಟ್ಟಡ.: [708, 903, 922, 926]
tour-advertisement: [52, 1012, 268, 1496]
story1-text-col2: ಜ್ಯೋತಿಯನ್ನು ಬೆಳಗಿಸಿದ ಬಳಿಕ ಪ್ರಸ್ತಾವಿಕ ನುಡಿಗಳನ್ನಾಡಿದರು. ಸ್ವಾತಂತ್ರ್ಯಾನಂತರ ದೇಶ ಅಭಿವೃದ್ಧಿಯ ಪಥದಲ್ಲಿ ಸಾಗುತ್ತಿದೆ. ಎಲ್ಲಾ ರಂಗಗಳಲ್ಲೂ ಗಣನೀಯ ಪ್ರಗತಿ ಸಾಧಿಸಿದೆ. ಆದರೆ ಸಮಾಜದಲ್ಲಿ ಇನ್ನೂ ಬಡತನ, ನಿರುದ್ಯೋಗ, ಭ್ರಷ್ಟಾಚಾರದಂತಹ ಸಮಸ್ಯೆಗಳು ಜೀವಂತವಾಗಿವೆ. ಯುವಜನರು ದೇಶ ಕಟ್ಟುವ ಕಾರ್ಯದಲ್ಲಿ ಕೈಜೋಡಿಸಬೇಕು ಎಂದು ತಿಳಿಸಿದರು. ಕಾರ್ಯಕ್ರಮದಲ್ಲಿ ತಾಲ್ಲೂಕಿನ ಅಧಿಕಾರಿಗಳು, ಜನಪ್ರತಿನಿಧಿಗಳು ಉಪಸ್ಥಿತರಿದ್ದರು.: [160, 274, 264, 431]
auction-table-header: ಖಾತಾ ಸಂಖ್ಯೆ: [709, 1075, 773, 1092]
tour-phone-kolar: ಕೋಲಾರ : ಮೊ|| 9449652555, 9900124333: [56, 1339, 246, 1349]
tour-trip-info: 2+2 A/c ಬಸ್ಸನಲ್ಲಿ ಕರಾವಳಿ ಪ್ರವಾಸ: [107, 1115, 213, 1125]
auction-table-header: ಹರಾಜು ಸಮಯ: [839, 861, 921, 878]
tour-trip-list: [53, 1047, 267, 1273]
tour-ad-header: [53, 1013, 267, 1047]
tour-trip-date: 24-8-2024ರಿಂದ 4 ದಿನಗಳ ಪ್ರವಾಸ: [53, 1048, 267, 1061]
court-signature: ಶಿರಸ್ತೇದಾರರು, 2ನೇ ಅಪರ ಸಿವಿಲ್ ನ್ಯಾಯಾಲಯ, ಕೋಲಾರ: [511, 1440, 667, 1449]
story4-headline: ಚಿಕ್ಕಬಳ್ಳಾಪುರದಲ್ಲಿ ಟಿಪ್ಪರ್‌ಗಳ ಹಾವಳಿ: [373, 64, 475, 91]
auction-table-header: ಖಾತಾ ಸಂಖ್ಯೆ: [709, 647, 771, 664]
name-clarification-date: ದಿನಾಂಕ: 14-8-2024: [276, 1450, 347, 1460]
story3-text: ಸುದ್ದಿಯು ತಿಳಿದು ಬಂದಿದೆ. ಕಾರ್ಯಕ್ರಮದಲ್ಲಿ ಕೈಗಾರಿಕಾ ಪ್ರದೇಶ ಸ್ಥಾಪನೆ ಕುರಿತು ಚರ್ಚೆ ನಡೆಯಿತು. ಸ್ವಾತಂತ್ರ್ಯಾನಂತರ ದೇಶ ಅಭಿವೃದ್ಧಿಯ ಪಥದಲ್ಲಿ ಸಾಗುತ್ತಿದೆ. ರೈತರು, ಕಾರ್ಮಿಕರು, ಸೈನಿಕರ ಕೊಡುಗೆ ಅಪಾರವಾಗಿದೆ. ದೇಶದ ಐಕ್ಯತೆ ಮತ್ತು ಸಮಗ್ರತೆಯನ್ನು ಕಾಪಾಡಲು ಪ್ರತಿಯೊಬ್ಬರೂ ಶ್ರಮಿಸಬೇಕು. ಜಿಲ್ಲೆಯ ಅಭಿವೃದ್ಧಿಗೆ ಸರ್ಕಾರ ಹಲವು ಯೋಜನೆಗಳನ್ನು ಜಾರಿಗೆ ತಂದಿದೆ. ಶಿಕ್ಷಣ, ಆರೋಗ್ಯ, ಕೃಷಿ ಕ್ಷೇತ್ರಗಳಲ್ಲಿ ಹೆಚ್ಚಿನ ಬಂಡವಾಳ ಹೂಡಲಾಗುತ್ತಿದೆ. ಗ್ರಾಮೀಣ ಪ್ರದೇಶಗಳಿಗೆ ಕುಡಿಯುವ ನೀರು, ರಸ್ತೆ, ವಿದ್ಯುತ್ ಸೌಲಭ್ಯ ಒದಗಿಸಲಾಗುತ್ತಿದೆ. ಕಾರ್ಯಕ್ರಮದಲ್ಲಿ ಜಿಲ್ಲಾಧಿಕಾರಿ, ಜಿಲ್ಲಾ ಪಂಚಾಯತ್ ಮುಖ್ಯ ಕಾರ್ಯನಿರ್ವಾಹಕ ಅಧಿಕಾರಿ, ಪೊಲೀಸ್ ವರಿಷ್ಠಾಧಿಕಾರಿ ಸೇರಿದಂತೆ ಅನೇಕ ಗಣ್ಯರು ಉಪಸ್ಥಿತರಿದ್ದರು. ವಿವಿಧ ಶಾಲಾ ಮಕ್ಕಳಿಂದ ಸಾಂಸ್ಕೃತಿಕ ಕಾರ್ಯಕ್ರಮಗಳು ನಡೆದವು. ಪಥಸಂಚಲನದಲ್ಲಿ ಪಾಲ್ಗೊಂಡ ತಂಡಗಳಿಗೆ ಬಹುಮಾನ ವಿತರಿಸಲಾಯಿತು. ತಾಲ್ಲೂಕು ಕಾರ್ಯನಿರ್ವಾಹಕ ಅಧಿಕಾರಿ, ಪುರಸಭೆ ಮುಖ್ಯಾಧಿಕಾರಿ, ಸ್ವಾತಂತ್ರ್ಯ ಹೋರಾಟಗಾರರ ಕುಟುಂಬಸ್ಥರು, ನಿವೃತ್ತ ಸೈನಿಕರು ಮತ್ತಿತರರು ಹಾಜರಿದ್ದರು. ತಹಸೀಲ್ದಾರ್ ಸ್ವಾಗತಿಸಿ, ಶಿಕ್ಷಕರು ನಿರೂಪಿಸಿ ವಂದಿಸಿದರು. ಈ ಸಂದರ್ಭದಲ್ಲಿ ಸಾಧಕರನ್ನು ಸನ್ಮಾನಿಸಲಾಯಿತು. ಪೊಲೀಸ್, ಗೃಹರಕ್ಷಕ ದಳ, ಎನ್.ಸಿ.ಸಿ., ಸ್ಕೌಟ್ಸ್ ಮತ್ತು ಗೈಡ್ಸ್ ತಂಡಗಳಿಂದ ಆಕರ್ಷಕ ಪಥಸಂಚಲನ ನಡೆಯಿತು. ಮಕ್ಕಳ ನೃತ್ಯ ರೂಪಕಗಳು ಪ್ರೇಕ್ಷಕರ ಗಮನ ಸೆಳೆದವು.: [271, 274, 366, 773]
auction-item-text: 2. ಮೆ|| ಮಹೇಶ್ವರಿ ಇಂಡಸ್ಟ್ರೀಸ್, ಮಾಲೀಕರು ಶ್ರೀ ಎಸ್. ಆರ್. ಸೋಮಶೇಖರ್, ಗಿರಿಜಾಪಾಲ್ಯ ಗ್ರಾಮ, ವೇಮಗಲ್ ಹೋಬಳಿ. ಅ) ಸರ್ವೆ ನಂ. 3, ಗಿರಿಜಾಪಾಲ್ಯ ಗ್ರಾಮ, 21 ಗುಂಟೆ ಜಮೀನು. ಆ) ಸರ್ವೆ ನಂ. 46, 1 ಎಕರೆ 33 ಗುಂಟೆ. ಇ) ಸರ್ವೆ ನಂ. 51, ವಿಸ್ತೀರ್ಣ 0.0 ಗುಂಟೆ ಜಮೀನು ಮತ್ತು ಕಟ್ಟಡ.: [708, 474, 922, 533]
auction-table-cell: 13194200: [709, 449, 773, 466]
auction-table-header: ಹರಾಜು ದಿನಾಂಕ: [776, 968, 850, 985]
auction-table-header: ಹರಾಜು ಸಮಯ: [842, 432, 921, 449]
tour-trip-date: 1-9-2024ರಿಂದ 1 ದಿನದ ಪ್ರವಾಸ: [53, 1154, 267, 1167]
story1-headline: ಹೋರಾಟದಿಂದ ಪಡೆದ ಸ್ವಾತಂತ್ರ್ಯ ಅಮೂಲ್ಯ: [52, 65, 314, 87]
